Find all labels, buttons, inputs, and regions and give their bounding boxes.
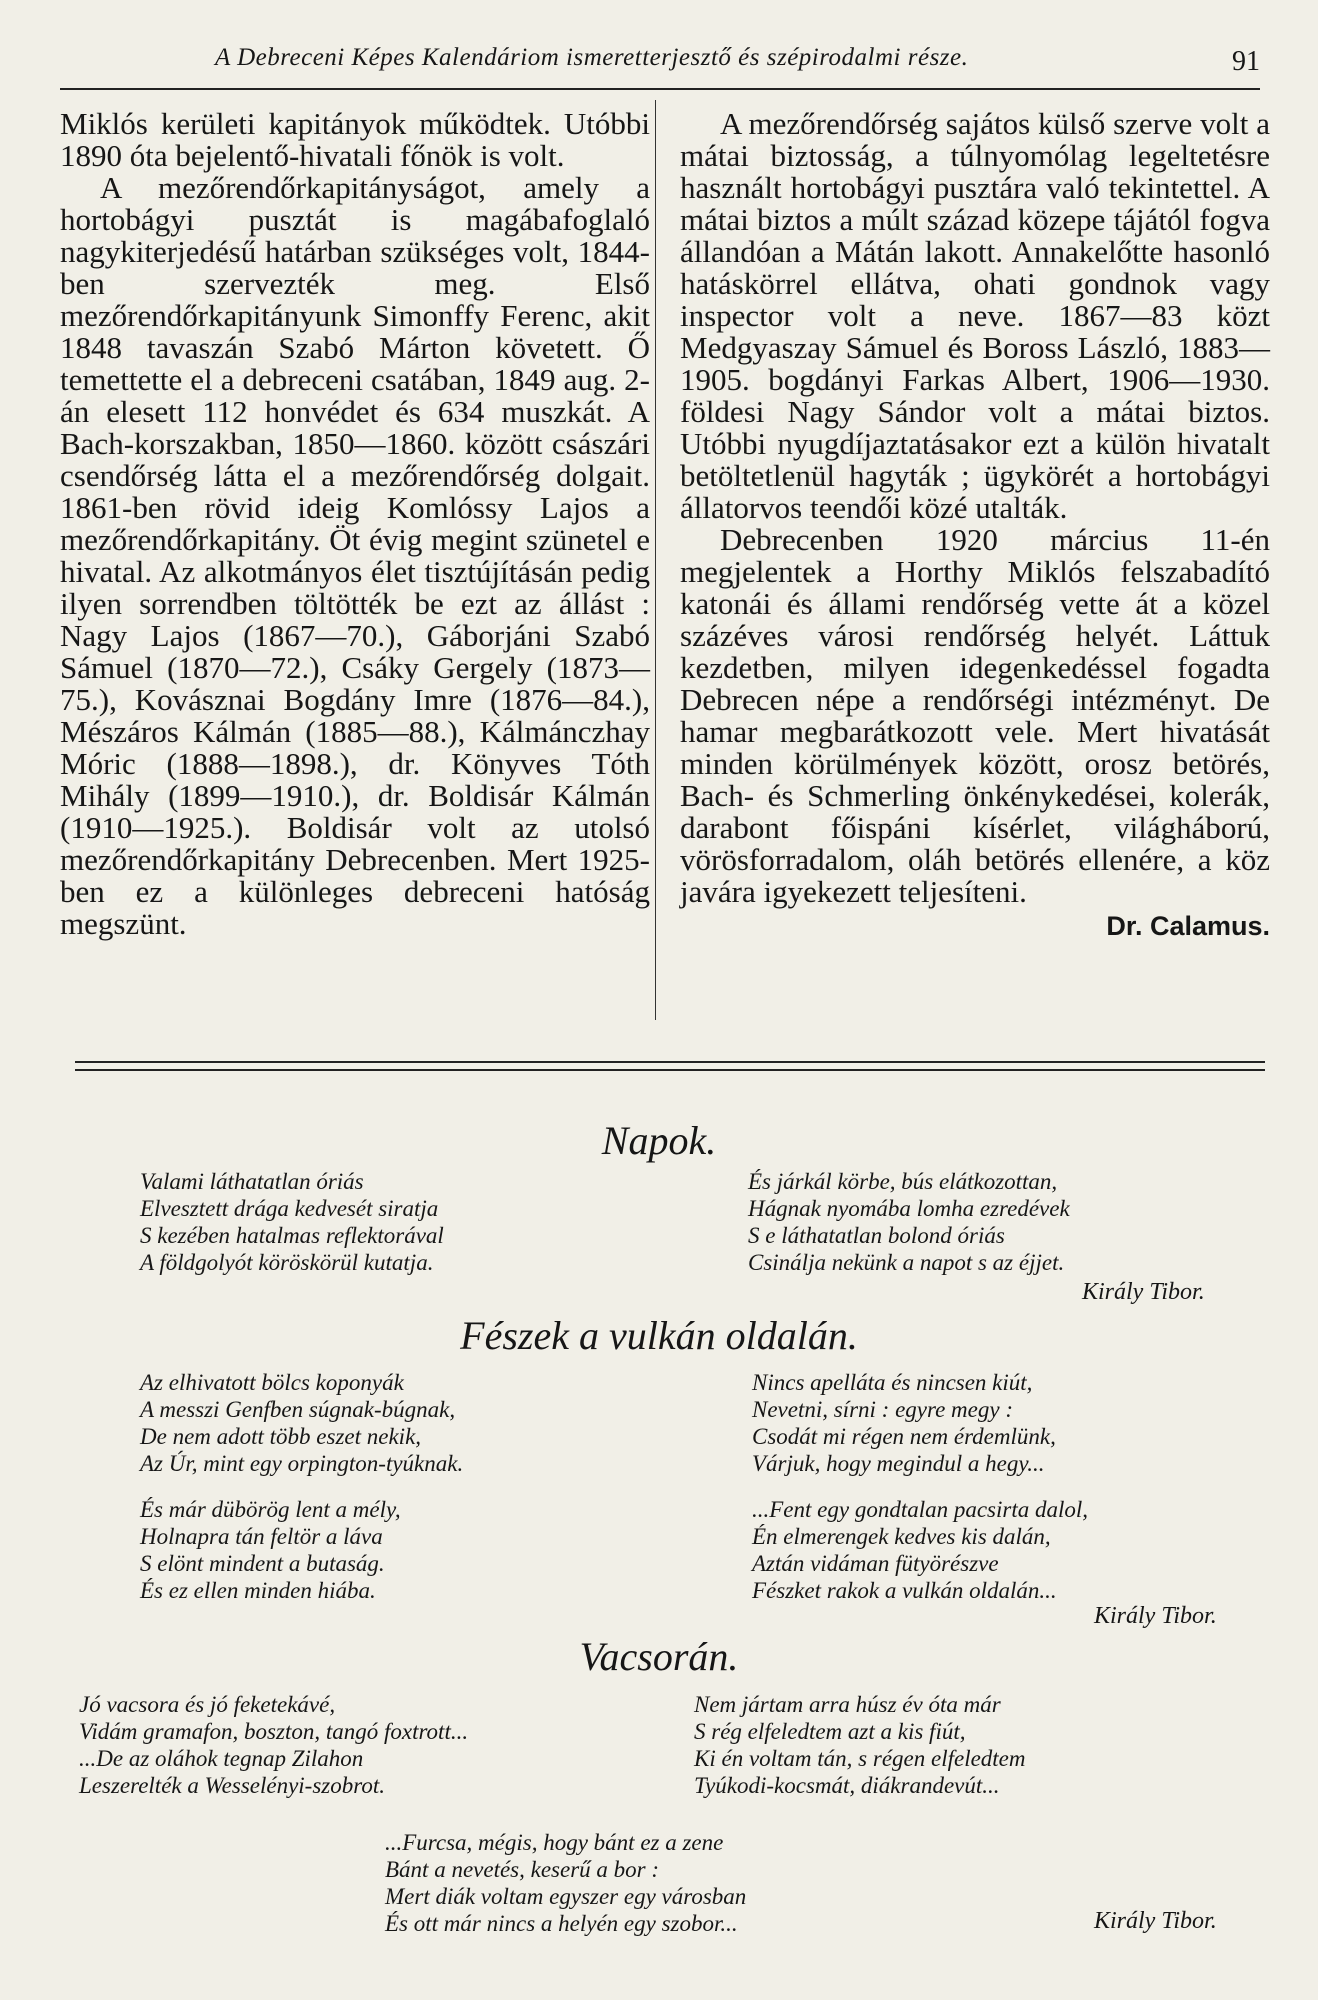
- stanza-vacsoran-right: [694, 1691, 1214, 1799]
- verse-line: Holnapra tán feltör a láva: [140, 1524, 383, 1549]
- poem-title-napok: Napok.: [601, 1118, 717, 1163]
- paragraph: A mezőrendőrkapitányságot, amely a hortobágyi pusztát is magábafoglaló nagykiterjedésű határban szükséges volt, 1844-ben szervezték meg. Első mezőrendőrkapitányunk Simonffy Ferenc, akit 1848 tavaszán Szabó Márton követett. Ő temettette el a debreceni csatában, 1849 aug. 2-án elesett 112 honvédet és 634 muszkát. A Bach-korszakban, 1850—1860. között császári csendőrség látta el a mezőrendőrség dolgait. 1861-ben rövid ideig Komlóssy Lajos a mezőrendőrkapitány. Öt évig megint szünetel e hivatal. Az alkotmányos élet tisztújításán pedig ilyen sorrendben töltötték be ezt az állást : Nagy Lajos (1867—70.), Gáborjáni Szabó Sámuel (1870—72.), Csáky Gergely (1873—75.), Kovásznai Bogdány Imre (1876—84.), Mészáros Kálmán (1885—88.), Kálmánczhay Móric (1888—1898.), dr. Könyves Tóth Mihály (1899—1910.), dr. Boldisár Kálmán (1910—1925.). Boldisár volt az utolsó mezőrendőrkapitány Debrecenben. Mert 1925-ben ez a különleges debreceni hatóság megszünt.: [60, 170, 650, 941]
- verse-line: S elönt mindent a butaság.: [140, 1551, 385, 1576]
- verse-line: A földgolyót köröskörül kutatja.: [140, 1250, 434, 1275]
- verse-line: Ki én voltam tán, s régen elfeledtem: [694, 1746, 1026, 1771]
- stanza-vacsoran-center: [385, 1829, 905, 1937]
- section-rule-top: [75, 1061, 1265, 1063]
- article-right-column: [680, 108, 1270, 942]
- stanza-napok-right: [748, 1168, 1268, 1276]
- article-left-column: [60, 108, 650, 940]
- verse-line: És járkál körbe, bús elátkozottan,: [748, 1169, 1058, 1194]
- poem-title-feszek: Fészek a vulkán oldalán.: [460, 1313, 858, 1358]
- verse-line: Csodát mi régen nem érdemlünk,: [752, 1424, 1056, 1449]
- verse-line: S e láthatatlan bolond óriás: [748, 1223, 1005, 1248]
- verse-line: S kezében hatalmas reflektorával: [140, 1223, 444, 1248]
- verse-line: És már dübörög lent a mély,: [140, 1497, 401, 1522]
- running-header: [60, 40, 1260, 90]
- poem-author: Király Tibor.: [1082, 1279, 1205, 1305]
- verse-line: Mert diák voltam egyszer egy városban: [385, 1884, 747, 1909]
- verse-line: És ott már nincs a helyén egy szobor...: [385, 1911, 738, 1936]
- verse-line: Az Úr, mint egy orpington-tyúknak.: [140, 1451, 464, 1476]
- verse-line: S rég elfeledtem azt a kis fiút,: [694, 1719, 966, 1744]
- verse-line: De nem adott több eszet nekik,: [140, 1424, 422, 1449]
- verse-line: Elvesztett drága kedvesét siratja: [140, 1196, 439, 1221]
- poem-author: Király Tibor.: [1094, 1603, 1217, 1629]
- stanza-feszek-left-2: [140, 1496, 660, 1604]
- verse-line: Aztán vidáman fütyörészve: [752, 1551, 999, 1576]
- verse-line: A messzi Genfben súgnak-búgnak,: [140, 1397, 456, 1422]
- stanza-feszek-right-2: [752, 1496, 1272, 1604]
- poem-author: Király Tibor.: [1094, 1908, 1217, 1934]
- poem-title-vacsoran: Vacsorán.: [579, 1634, 739, 1679]
- verse-line: És ez ellen minden hiába.: [140, 1578, 376, 1603]
- verse-line: Valami láthatatlan óriás: [140, 1169, 364, 1194]
- verse-line: Leszerelték a Wesselényi-szobrot.: [79, 1773, 385, 1798]
- paragraph: Miklós kerületi kapitányok működtek. Utóbbi 1890 óta bejelentő-hivatali főnök is volt.: [60, 106, 650, 173]
- verse-line: ...Furcsa, mégis, hogy bánt ez a zene: [385, 1830, 724, 1855]
- running-header-title: A Debreceni Képes Kalendáriom ismeretterjesztő és szépirodalmi része.: [215, 44, 969, 71]
- verse-line: Én elmerengek kedves kis dalán,: [752, 1524, 1051, 1549]
- paragraph: Debrecenben 1920 március 11-én megjelentek a Horthy Miklós felszabadító katonái és állami rendőrség vette át a közel százéves városi rendőrség helyét. Láttuk kezdetben, milyen idegenkedéssel fogadta Debrecen népe a rendőrségi intézményt. De hamar megbarátkozott vele. Mert hivatását minden körülmények között, orosz betörés, Bach- és Schmerling önkénykedései, kolerák, darabont főispáni kísérlet, világháború, vörösforradalom, oláh betörés ellenére, a köz javára igyekezett teljesíteni.: [680, 522, 1270, 909]
- paragraph: A mezőrendőrség sajátos külső szerve volt a mátai biztosság, a túlnyomólag legeltetésre használt hortobágyi pusztára való tekintettel. A mátai biztos a múlt század közepe tájától fogva állandóan a Mátán lakott. Annakelőtte hasonló hatáskörrel ellátva, ohati gondnok vagy inspector volt a neve. 1867—83 közt Medgyaszay Sámuel és Boross László, 1883—1905. bogdányi Farkas Albert, 1906—1930. földesi Nagy Sándor volt a mátai biztos. Utóbbi nyugdíjaztatásakor ezt a külön hivatalt betöltetlenül hagyták ; ügykörét a hortobágyi állatorvos teendői közé utalták.: [680, 106, 1270, 525]
- verse-line: ...De az oláhok tegnap Zilahon: [79, 1746, 364, 1771]
- verse-line: Bánt a nevetés, keserű a bor :: [385, 1857, 660, 1882]
- verse-line: Nincs apelláta és nincsen kiút,: [752, 1370, 1033, 1395]
- verse-line: Vidám gramafon, boszton, tangó foxtrott...: [79, 1719, 469, 1744]
- verse-line: Hágnak nyomába lomha ezredévek: [748, 1196, 1070, 1221]
- stanza-feszek-left-1: [140, 1369, 660, 1477]
- stanza-feszek-right-1: [752, 1369, 1272, 1477]
- page-number: 91: [1232, 46, 1260, 77]
- verse-line: Várjuk, hogy megindul a hegy...: [752, 1451, 1045, 1476]
- section-rule-bottom: [75, 1069, 1265, 1071]
- verse-line: ...Fent egy gondtalan pacsirta dalol,: [752, 1497, 1089, 1522]
- verse-line: Nem jártam arra húsz év óta már: [694, 1692, 1001, 1717]
- verse-line: Csinálja nekünk a napot s az éjjet.: [748, 1250, 1065, 1275]
- stanza-napok-left: [140, 1168, 660, 1276]
- verse-line: Nevetni, sírni : egyre megy :: [752, 1397, 1013, 1422]
- verse-line: Jó vacsora és jó feketekávé,: [79, 1692, 336, 1717]
- header-rule: [60, 88, 1260, 90]
- stanza-vacsoran-left: [79, 1691, 679, 1799]
- verse-line: Tyúkodi-kocsmát, diákrandevút...: [694, 1773, 1000, 1798]
- column-divider: [655, 100, 656, 1020]
- article-signature: Dr. Calamus.: [1106, 911, 1270, 941]
- verse-line: Az elhivatott bölcs koponyák: [140, 1370, 404, 1395]
- verse-line: Fészket rakok a vulkán oldalán...: [752, 1578, 1057, 1603]
